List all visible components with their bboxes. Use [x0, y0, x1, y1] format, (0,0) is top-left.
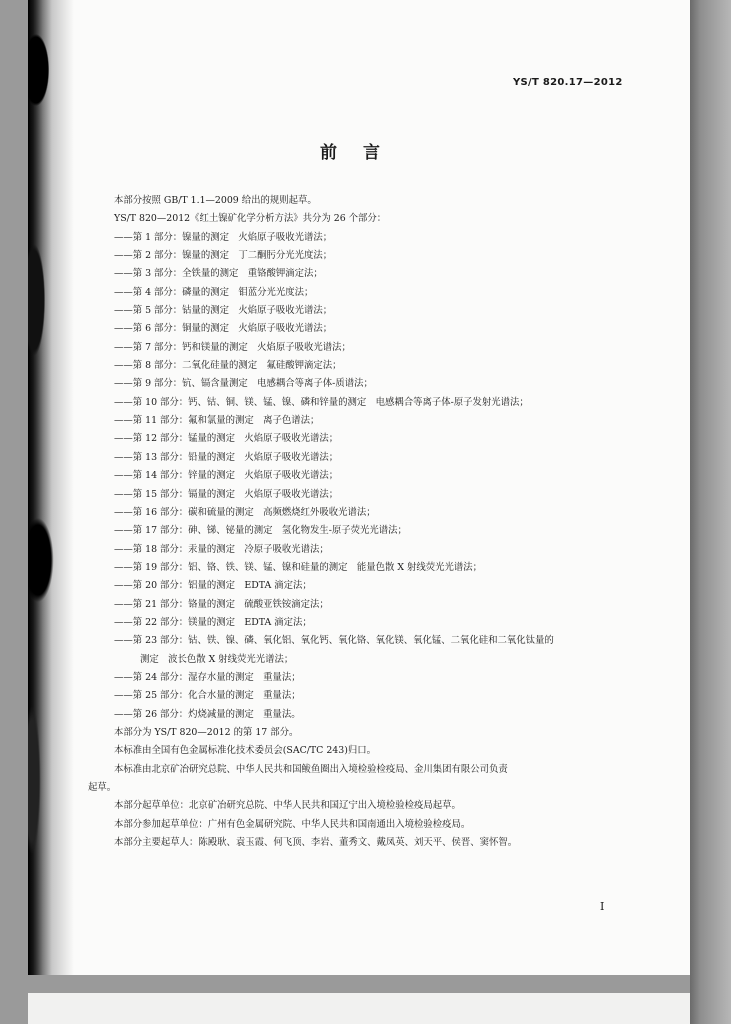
- part-item: ——第 13 部分：铅量的测定 火焰原子吸收光谱法；: [114, 451, 339, 463]
- intro-line: 本部分按照 GB/T 1.1—2009 给出的规则起草。: [114, 195, 317, 206]
- standard-code: YS/T 820.17—2012: [513, 77, 623, 88]
- part-item: ——第 16 部分：碳和硫量的测定 高频燃烧红外吸收光谱法；: [114, 506, 376, 518]
- next-page-edge: [28, 993, 690, 1024]
- document-page: [28, 0, 690, 975]
- part-item: ——第 1 部分：镍量的测定 火焰原子吸收光谱法；: [114, 231, 333, 243]
- part-item: ——第 2 部分：镍量的测定 丁二酮肟分光光度法；: [114, 250, 333, 262]
- part-item: ——第 4 部分：磷量的测定 钼蓝分光光度法；: [114, 286, 314, 298]
- part-item: ——第 3 部分：全铁量的测定 重铬酸钾滴定法；: [114, 268, 323, 280]
- viewer-background: [690, 0, 731, 1024]
- main-drafters-note: 本部分主要起草人：陈殿耿、袁玉霞、何飞顶、李岩、董秀文、戴凤英、刘天平、侯晋、窦怀智。: [114, 837, 518, 849]
- responsible-note-continuation: 起草。: [88, 782, 117, 793]
- part-item-23-continuation: 测定 波长色散 X 射线荧光光谱法；: [140, 653, 294, 665]
- part-number-note: 本部分为 YS/T 820—2012 的第 17 部分。: [114, 726, 299, 738]
- part-item: ——第 24 部分：湿存水量的测定 重量法；: [114, 671, 301, 683]
- part-item: ——第 6 部分：铜量的测定 火焰原子吸收光谱法；: [114, 323, 333, 335]
- foreword-body: [88, 192, 628, 852]
- part-item: ——第 20 部分：铝量的测定 EDTA 滴定法；: [114, 580, 312, 592]
- part-item: ——第 25 部分：化合水量的测定 重量法；: [114, 690, 301, 702]
- part-item: ——第 10 部分：钙、钴、铜、镁、锰、镍、磷和锌量的测定 电感耦合等离子体-原子发射光谱法；: [114, 396, 529, 408]
- part-item: ——第 5 部分：钴量的测定 火焰原子吸收光谱法；: [114, 305, 333, 317]
- drafting-units-note: 本部分起草单位：北京矿冶研究总院、中华人民共和国辽宁出入境检验检疫局起草。: [114, 800, 461, 812]
- part-item: ——第 18 部分：汞量的测定 冷原子吸收光谱法；: [114, 543, 329, 555]
- page-number: I: [600, 900, 605, 913]
- part-item: ——第 17 部分：砷、锑、铋量的测定 氢化物发生-原子荧光光谱法；: [114, 525, 407, 537]
- scan-shadow-edge: [28, 0, 74, 975]
- part-item: ——第 7 部分：钙和镁量的测定 火焰原子吸收光谱法；: [114, 341, 351, 353]
- proposed-by-note: 本标准由全国有色金属标准化技术委员会(SAC/TC 243)归口。: [114, 745, 377, 757]
- part-item: ——第 15 部分：镉量的测定 火焰原子吸收光谱法；: [114, 488, 339, 500]
- part-item: ——第 26 部分：灼烧减量的测定 重量法。: [114, 708, 301, 720]
- intro-line: YS/T 820—2012《红土镍矿化学分析方法》共分为 26 个部分：: [114, 213, 387, 225]
- part-item: ——第 9 部分：钪、镉含量测定 电感耦合等离子体-质谱法；: [114, 378, 373, 390]
- responsible-note: 本标准由北京矿冶研究总院、中华人民共和国鲅鱼圈出入境检验检疫局、金川集团有限公司负责: [114, 763, 508, 775]
- part-item: ——第 14 部分：锌量的测定 火焰原子吸收光谱法；: [114, 470, 339, 482]
- part-item: ——第 21 部分：铬量的测定 硫酸亚铁铵滴定法；: [114, 598, 329, 610]
- part-item-23: ——第 23 部分：钴、铁、镍、磷、氧化铝、氧化钙、氧化铬、氧化镁、氧化锰、二氧化硅和二氧化钛量的: [114, 635, 554, 647]
- part-item: ——第 8 部分：二氧化硅量的测定 氟硅酸钾滴定法；: [114, 360, 342, 372]
- participating-units-note: 本部分参加起草单位：广州有色金属研究院、中华人民共和国南通出入境检验检疫局。: [114, 818, 471, 830]
- part-item: ——第 12 部分：锰量的测定 火焰原子吸收光谱法；: [114, 433, 339, 445]
- part-item: ——第 19 部分：铝、铬、铁、镁、锰、镍和硅量的测定 能量色散 X 射线荧光光谱法；: [114, 561, 483, 573]
- page-title: 前言: [320, 143, 406, 163]
- part-item: ——第 22 部分：镁量的测定 EDTA 滴定法；: [114, 616, 312, 628]
- part-item: ——第 11 部分：氟和氯量的测定 离子色谱法；: [114, 415, 320, 427]
